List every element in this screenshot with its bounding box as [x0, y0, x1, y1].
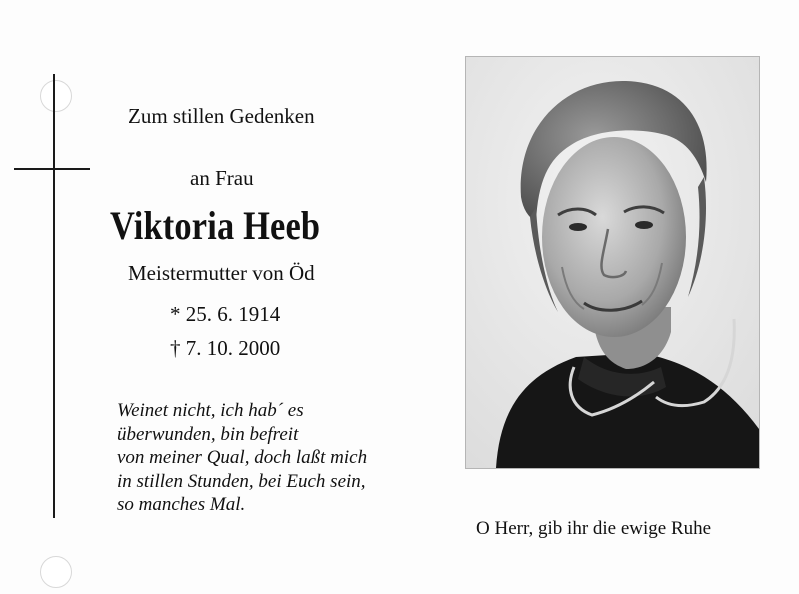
poem-line: von meiner Qual, doch laßt mich	[117, 447, 368, 468]
deceased-name: Viktoria Heeb	[110, 203, 321, 248]
poem-line: so manches Mal.	[117, 494, 246, 515]
cross-vertical-bar	[53, 74, 55, 518]
portrait-illustration	[466, 57, 759, 468]
poem-line: Weinet nicht, ich hab´ es	[117, 400, 304, 421]
portrait-photo	[465, 56, 760, 469]
punch-hole-bottom	[40, 556, 72, 588]
birth-date: * 25. 6. 1914	[170, 302, 281, 326]
poem-line: überwunden, bin befreit	[117, 423, 299, 445]
prayer-text: O Herr, gib ihr die ewige Ruhe	[476, 518, 712, 539]
deceased-title: Meistermutter von Öd	[128, 261, 315, 285]
poem-line: in stillen Stunden, bei Euch sein,	[117, 470, 366, 492]
memorial-heading: Zum stillen Gedenken	[128, 104, 315, 128]
death-date: † 7. 10. 2000	[170, 336, 281, 360]
salutation: an Frau	[190, 166, 254, 190]
cross-horizontal-bar	[14, 168, 90, 170]
poem-verse	[117, 399, 367, 517]
punch-hole-top	[40, 80, 72, 112]
